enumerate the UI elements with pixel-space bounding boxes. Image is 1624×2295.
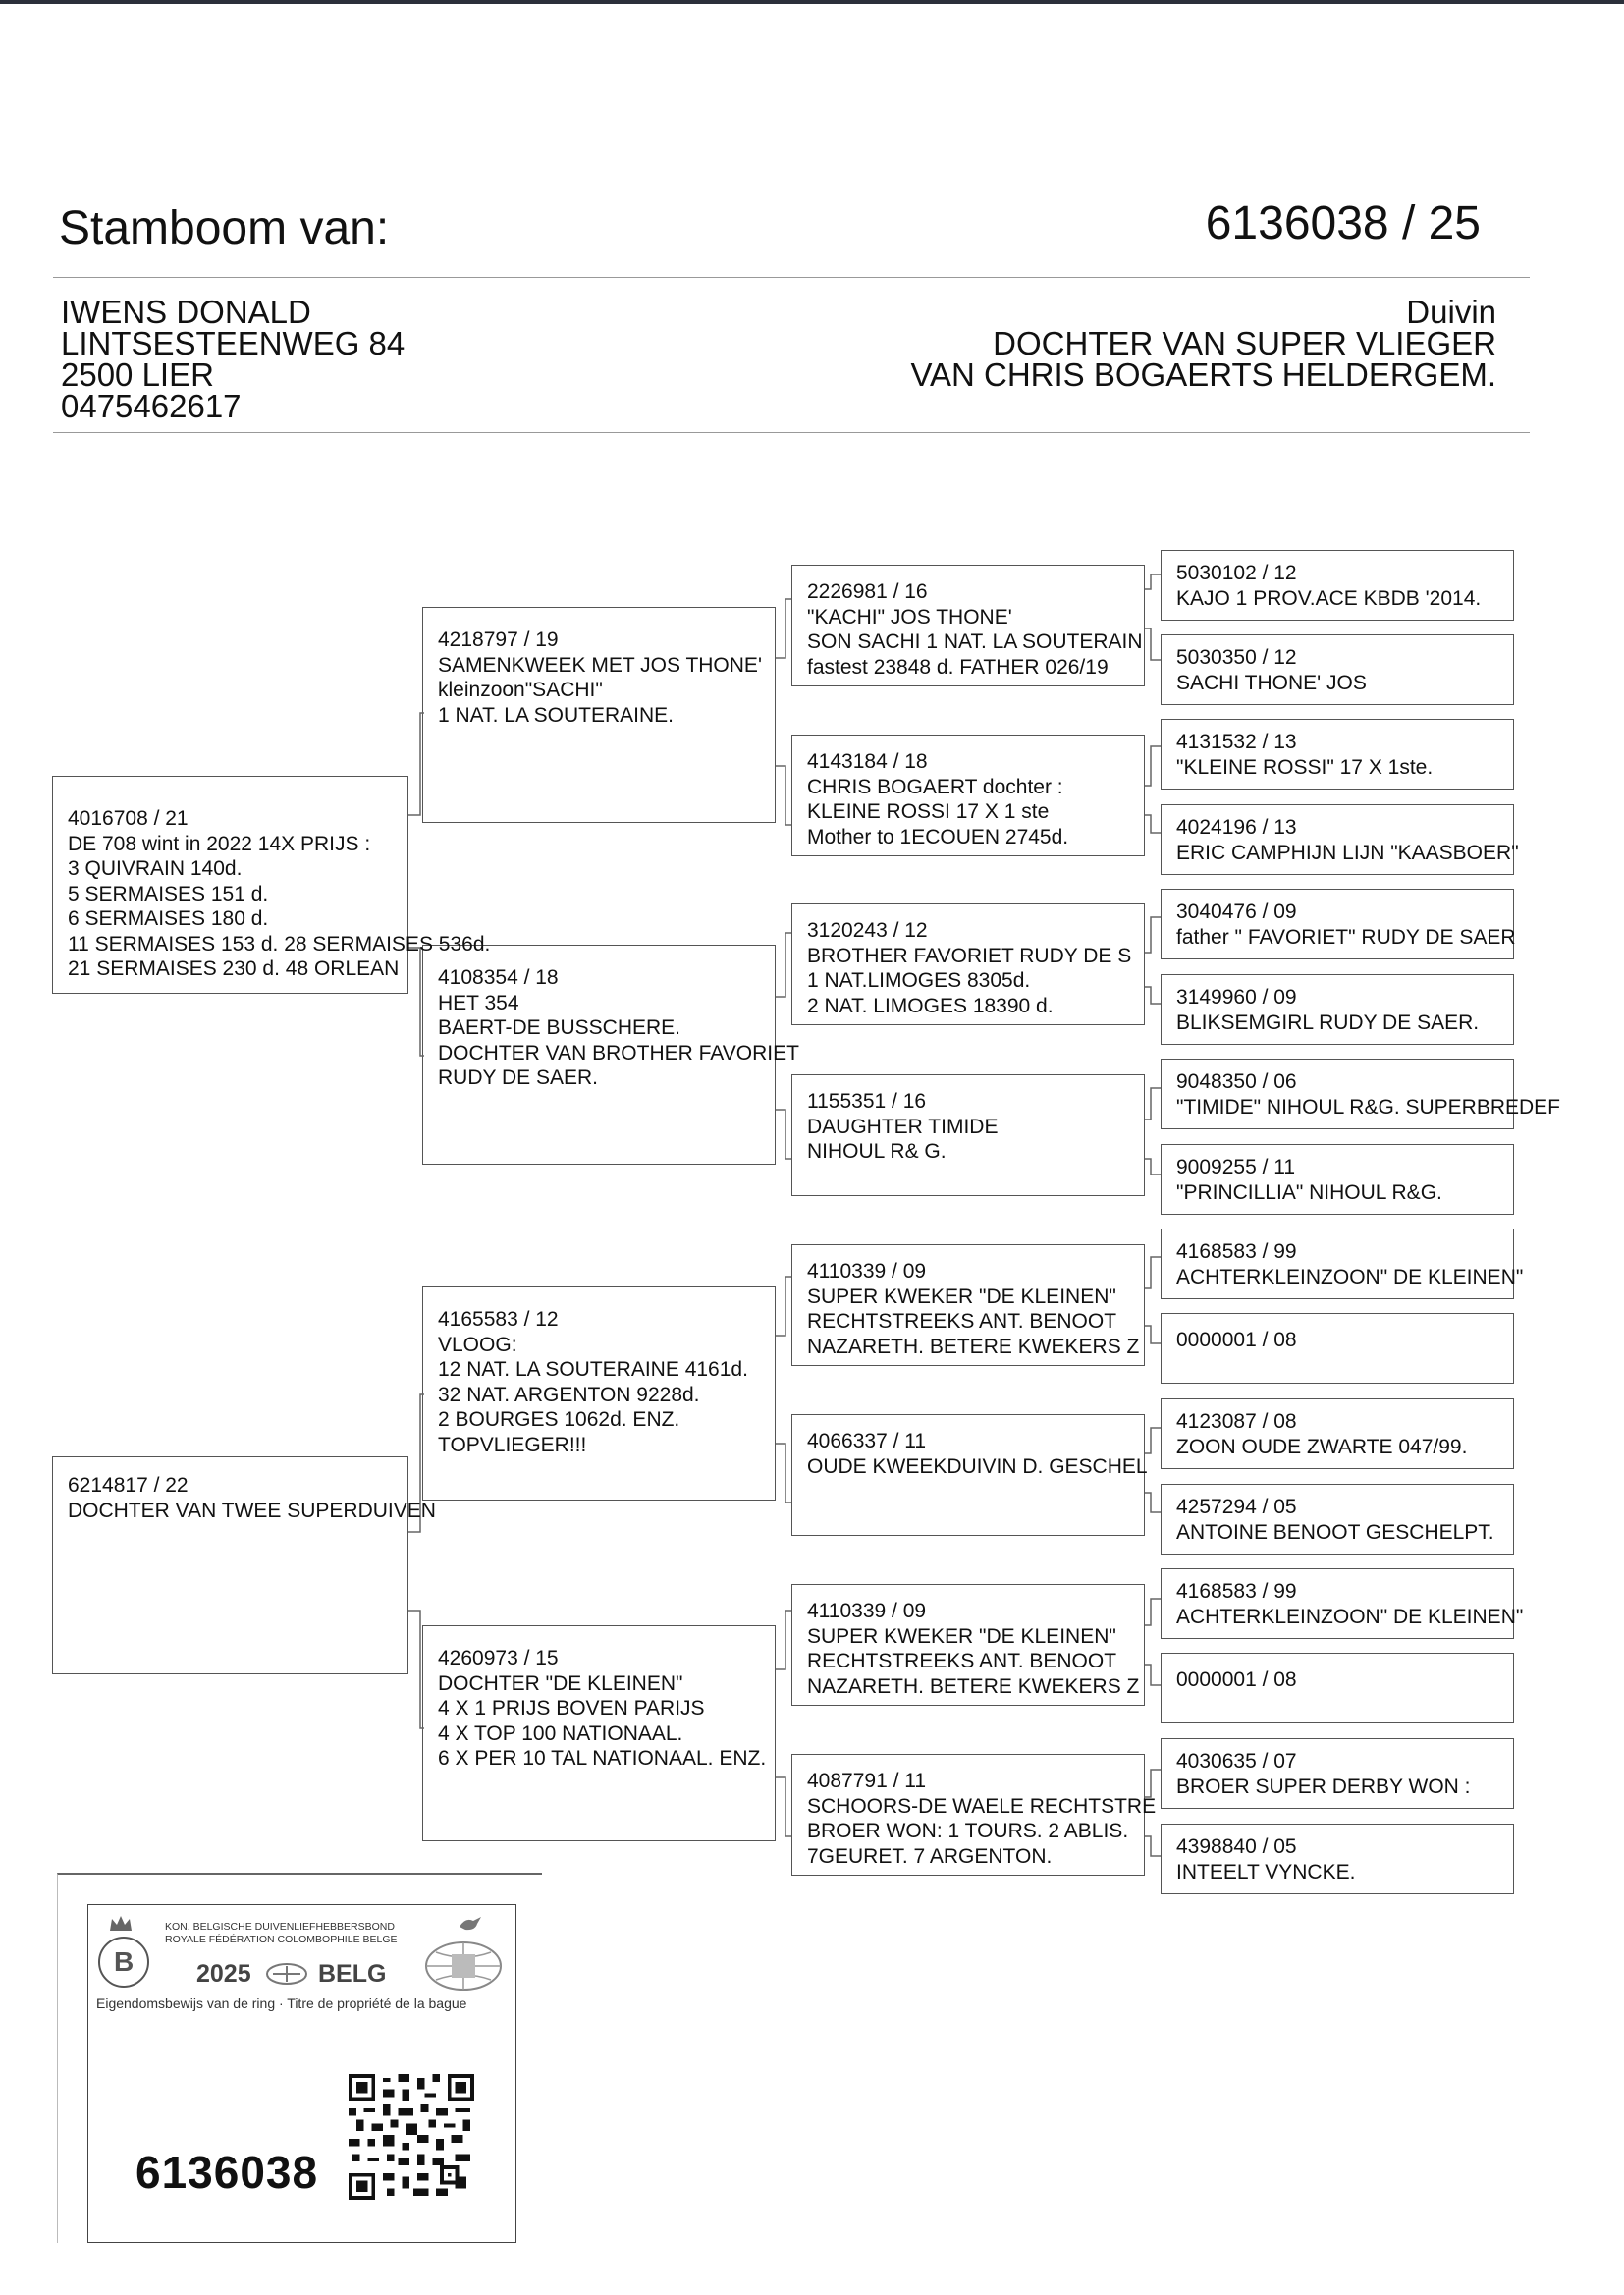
federation-name-fr: ROYALE FÉDÉRATION COLOMBOPHILE BELGE <box>165 1934 398 1945</box>
pedigree-gen4-box <box>1161 1229 1524 1299</box>
gen4-ring: 5030350 / 12 <box>1176 646 1297 669</box>
gen4-note: "TIMIDE" NIHOUL R&G. SUPERBREDEF <box>1176 1096 1561 1119</box>
ring-ownership-card <box>57 1873 542 2243</box>
owner-phone: 0475462617 <box>61 388 242 424</box>
gen3-note: 1 NAT.LIMOGES 8305d. <box>807 969 1031 992</box>
gen4-note: KAJO 1 PROV.ACE KBDB '2014. <box>1176 587 1482 610</box>
gen2-ring: 4165583 / 12 <box>438 1308 559 1331</box>
gen4-ring: 9048350 / 06 <box>1176 1070 1297 1093</box>
gen2-note: TOPVLIEGER!!! <box>438 1433 587 1456</box>
scan-top-edge <box>0 0 1624 4</box>
gen2-note: VLOOG: <box>438 1333 517 1356</box>
crown-icon <box>108 1913 134 1933</box>
gen3-ring: 3120243 / 12 <box>807 919 928 942</box>
gen2-note: 2 BOURGES 1062d. ENZ. <box>438 1408 680 1431</box>
gen3-note: KLEINE ROSSI 17 X 1 ste <box>807 800 1050 823</box>
gen4-ring: 4030635 / 07 <box>1176 1750 1297 1773</box>
pedigree-gen4-box <box>1161 974 1514 1045</box>
pedigree-gen4-box <box>1161 634 1514 705</box>
gen4-note: INTEELT VYNCKE. <box>1176 1861 1356 1884</box>
ring-number: 6136038 / 25 <box>1205 197 1481 249</box>
gen3-ring: 4143184 / 18 <box>807 750 928 773</box>
gen4-note: ACHTERKLEINZOON" DE KLEINEN" <box>1176 1606 1524 1628</box>
gen3-note: "KACHI" JOS THONE' <box>807 605 1012 628</box>
gen3-note: DAUGHTER TIMIDE <box>807 1115 999 1138</box>
owner-city: 2500 LIER <box>61 356 214 393</box>
pedigree-gen3-box <box>791 903 1145 1025</box>
gen2-note: 4 X TOP 100 NATIONAAL. <box>438 1721 683 1745</box>
gen3-ring: 2226981 / 16 <box>807 580 928 603</box>
gen3-note: NIHOUL R& G. <box>807 1140 947 1163</box>
gen2-note: kleinzoon"SACHI" <box>438 679 603 701</box>
gen2-note: HET 354 <box>438 991 519 1014</box>
gen3-note: BROER WON: 1 TOURS. 2 ABLIS. <box>807 1820 1129 1842</box>
pedigree-gen4-box <box>1161 804 1519 875</box>
gen3-ring: 4087791 / 11 <box>807 1770 927 1792</box>
pedigree-gen2-box <box>422 945 799 1165</box>
gen4-note: BROER SUPER DERBY WON : <box>1176 1776 1471 1798</box>
gen2-note: SAMENKWEEK MET JOS THONE' <box>438 653 762 677</box>
sire-note: 3 QUIVRAIN 140d. <box>68 857 243 880</box>
ring-card-frame <box>87 1904 516 2243</box>
pedigree-gen4-box <box>1161 1653 1514 1723</box>
pedigree-gen4-box <box>1161 550 1514 621</box>
federation-name <box>165 1921 398 1946</box>
gen3-note: SUPER KWEKER "DE KLEINEN" <box>807 1284 1116 1308</box>
sire-ring: 4016708 / 21 <box>68 807 189 830</box>
gen4-ring: 4168583 / 99 <box>1176 1580 1297 1603</box>
gen3-ring: 1155351 / 16 <box>807 1090 927 1113</box>
gen2-ring: 4218797 / 19 <box>438 628 559 651</box>
pedigree-gen4-box <box>1161 1824 1514 1894</box>
gen4-note: SACHI THONE' JOS <box>1176 672 1367 694</box>
gen4-ring: 4398840 / 05 <box>1176 1835 1297 1858</box>
gen4-ring: 4131532 / 13 <box>1176 731 1297 753</box>
gen4-ring: 4257294 / 05 <box>1176 1496 1297 1518</box>
pedigree-gen3-box <box>791 1074 1145 1196</box>
gen3-ring: 4110339 / 09 <box>807 1260 927 1283</box>
bird-description-line: VAN CHRIS BOGAERTS HELDERGEM. <box>910 356 1496 393</box>
pedigree-gen3-box <box>791 1584 1145 1706</box>
kbdb-logo-icon: B <box>98 1937 149 1988</box>
gen4-ring: 4123087 / 08 <box>1176 1410 1297 1433</box>
pedigree-gen4-box <box>1161 1484 1514 1555</box>
gen4-note: ERIC CAMPHIJN LIJN "KAASBOER" <box>1176 842 1519 864</box>
bird-sex: Duivin <box>1406 294 1496 330</box>
gen4-note: "PRINCILLIA" NIHOUL R&G. <box>1176 1181 1442 1204</box>
gen3-note: BROTHER FAVORIET RUDY DE S <box>807 944 1132 967</box>
pedigree-sire <box>52 776 491 994</box>
gen4-note: "KLEINE ROSSI" 17 X 1ste. <box>1176 756 1434 779</box>
ring-year: 2025 <box>196 1960 251 1988</box>
gen3-ring: 4110339 / 09 <box>807 1600 927 1622</box>
dam-ring: 6214817 / 22 <box>68 1474 189 1497</box>
gen3-note: SUPER KWEKER "DE KLEINEN" <box>807 1624 1116 1648</box>
pedigree-gen4-box <box>1161 719 1514 790</box>
gen4-ring: 3040476 / 09 <box>1176 901 1297 923</box>
qr-code-icon <box>349 2072 474 2202</box>
gen3-note: CHRIS BOGAERT dochter : <box>807 775 1063 798</box>
gen4-ring: 4024196 / 13 <box>1176 816 1297 839</box>
gen2-note: 32 NAT. ARGENTON 9228d. <box>438 1383 700 1406</box>
pedigree-gen3-box <box>791 565 1145 686</box>
gen2-note: 6 X PER 10 TAL NATIONAAL. ENZ. <box>438 1747 767 1770</box>
gen3-note: OUDE KWEEKDUIVIN D. GESCHEL <box>807 1454 1148 1478</box>
sire-note: 21 SERMAISES 230 d. 48 ORLEAN <box>68 957 400 980</box>
gen4-ring: 3149960 / 09 <box>1176 986 1297 1009</box>
gen3-note: RECHTSTREEKS ANT. BENOOT <box>807 1310 1117 1333</box>
pedigree-gen4-box <box>1161 889 1514 959</box>
gen3-note: NAZARETH. BETERE KWEKERS Z <box>807 1674 1140 1698</box>
owner-name: IWENS DONALD <box>61 294 311 330</box>
laurel-emblem-icon <box>263 1960 310 1988</box>
pedigree-gen2-box <box>422 1625 776 1841</box>
federation-name-nl: KON. BELGISCHE DUIVENLIEFHEBBERSBOND <box>165 1921 395 1933</box>
pedigree-gen4-box <box>1161 1568 1524 1639</box>
gen2-note: DOCHTER "DE KLEINEN" <box>438 1671 683 1695</box>
sire-note: 6 SERMAISES 180 d. <box>68 907 269 930</box>
gen3-note: 2 NAT. LIMOGES 18390 d. <box>807 994 1054 1017</box>
pedigree-gen3-box <box>791 1414 1148 1536</box>
bird-block <box>910 294 1496 393</box>
pedigree-gen4-box <box>1161 1059 1561 1129</box>
gen4-note: ACHTERKLEINZOON" DE KLEINEN" <box>1176 1266 1524 1288</box>
sire-note: 11 SERMAISES 153 d. 28 SERMAISES 536d. <box>68 932 491 956</box>
globe-logo-icon <box>422 1939 505 1994</box>
gen4-note: BLIKSEMGIRL RUDY DE SAER. <box>1176 1011 1480 1034</box>
gen2-ring: 4260973 / 15 <box>438 1647 559 1669</box>
pedigree-gen3-box <box>791 1244 1145 1366</box>
card-ring-number: 6136038 <box>135 2147 319 2198</box>
pedigree-gen2-box <box>422 607 776 823</box>
pedigree-gen4-box <box>1161 1738 1514 1809</box>
pedigree-gen2-box <box>422 1286 776 1501</box>
pedigree-gen3-box <box>791 735 1145 856</box>
pedigree-gen4-box <box>1161 1398 1514 1469</box>
gen4-note: ANTOINE BENOOT GESCHELPT. <box>1176 1521 1494 1544</box>
owner-block <box>61 294 406 424</box>
owner-divider <box>53 432 1530 433</box>
gen3-note: 7GEURET. 7 ARGENTON. <box>807 1844 1053 1868</box>
gen4-ring: 4168583 / 99 <box>1176 1240 1297 1263</box>
gen3-note: SON SACHI 1 NAT. LA SOUTERAIN <box>807 630 1143 653</box>
ownership-caption: Eigendomsbewijs van de ring · Titre de propriété de la bague <box>96 1995 467 2011</box>
gen2-ring: 4108354 / 18 <box>438 966 559 989</box>
gen3-note: NAZARETH. BETERE KWEKERS Z <box>807 1335 1140 1358</box>
gen4-ring: 0000001 / 08 <box>1176 1329 1297 1351</box>
gen3-ring: 4066337 / 11 <box>807 1430 927 1452</box>
pedigree-dam <box>52 1456 436 1674</box>
gen2-note: DOCHTER VAN BROTHER FAVORIET <box>438 1041 799 1065</box>
gen2-note: BAERT-DE BUSSCHERE. <box>438 1016 681 1039</box>
gen2-note: 12 NAT. LA SOUTERAINE 4161d. <box>438 1358 748 1381</box>
owner-street: LINTSESTEENWEG 84 <box>61 325 406 361</box>
dove-icon <box>458 1915 483 1933</box>
dam-note: DOCHTER VAN TWEE SUPERDUIVEN <box>68 1499 436 1522</box>
bird-description-line: DOCHTER VAN SUPER VLIEGER <box>993 325 1496 361</box>
pedigree-gen3-box <box>791 1754 1157 1876</box>
gen4-note: father " FAVORIET" RUDY DE SAER <box>1176 926 1516 949</box>
sire-note: DE 708 wint in 2022 14X PRIJS : <box>68 832 371 855</box>
gen3-note: fastest 23848 d. FATHER 026/19 <box>807 655 1109 679</box>
gen3-note: SCHOORS-DE WAELE RECHTSTRE <box>807 1794 1157 1818</box>
ring-country: BELG <box>318 1960 387 1988</box>
pedigree-gen4-box <box>1161 1144 1514 1215</box>
gen2-note: 1 NAT. LA SOUTERAINE. <box>438 703 675 727</box>
gen4-ring: 9009255 / 11 <box>1176 1156 1296 1178</box>
gen3-note: Mother to 1ECOUEN 2745d. <box>807 825 1069 848</box>
gen4-note: ZOON OUDE ZWARTE 047/99. <box>1176 1436 1468 1458</box>
header-divider <box>53 277 1530 278</box>
sire-note: 5 SERMAISES 151 d. <box>68 882 269 905</box>
gen4-ring: 5030102 / 12 <box>1176 562 1297 584</box>
gen3-note: RECHTSTREEKS ANT. BENOOT <box>807 1650 1117 1672</box>
gen2-note: 4 X 1 PRIJS BOVEN PARIJS <box>438 1697 705 1720</box>
gen4-ring: 0000001 / 08 <box>1176 1668 1297 1691</box>
pedigree-gen4-box <box>1161 1313 1514 1384</box>
gen2-note: RUDY DE SAER. <box>438 1066 598 1089</box>
page-title: Stamboom van: <box>59 202 390 254</box>
